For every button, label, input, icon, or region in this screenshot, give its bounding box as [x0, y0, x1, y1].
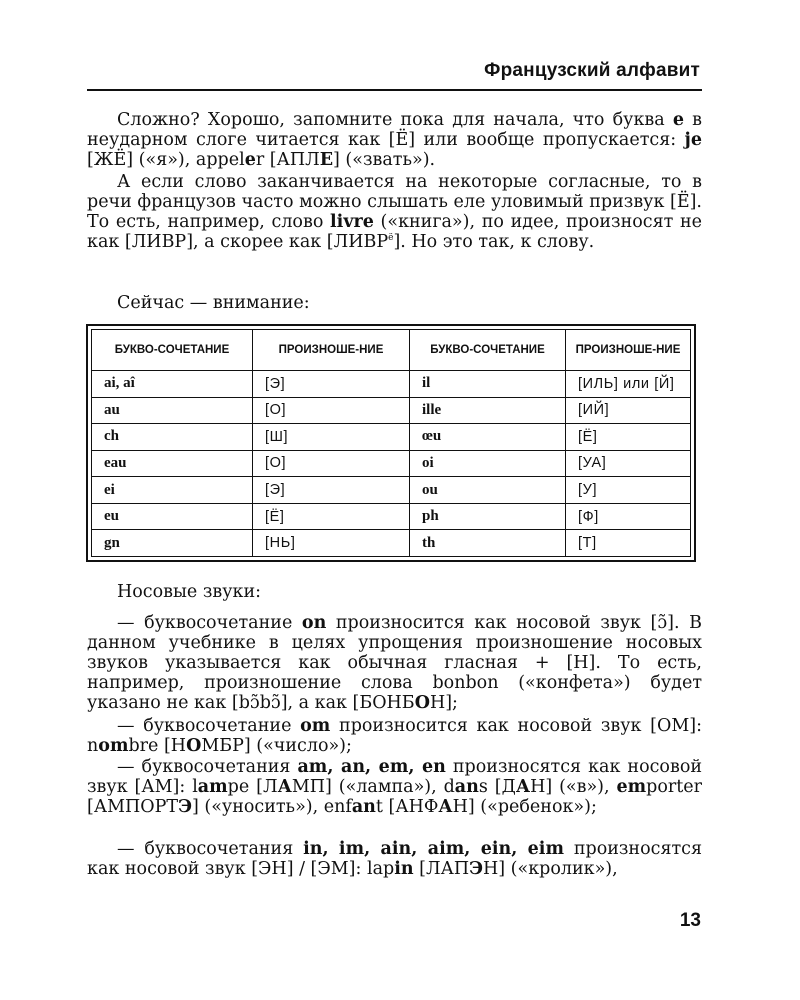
letter-combination-cell: ou [410, 477, 566, 504]
letter-combination-cell: ai, aî [92, 371, 253, 398]
paragraph-unstressed-e [87, 110, 702, 170]
bold-text: am [197, 777, 228, 797]
paragraph-nasal-heading [87, 582, 702, 602]
text-run: произносятся как носовой звук [ЭН] / [ЭМ]: lap [87, 839, 703, 879]
text-run: Носовые звуки: [117, 582, 262, 602]
paragraph-nasal-in [87, 839, 702, 879]
letter-combination-cell: ch [92, 424, 253, 451]
text-run: А если слово заканчивается на некоторые согласные, то в речи французов часто можно слышать еле уловимый призвук [Ё]. То есть, например, слово [87, 172, 702, 232]
text-run: ]. Но это так, к слову. [393, 232, 595, 252]
table-row [92, 477, 691, 504]
pronunciation-cell: [НЬ] [253, 530, 410, 557]
bold-text: e [244, 150, 256, 170]
pronunciation-cell: [Ф] [566, 503, 691, 530]
pronunciation-cell: [Ш] [253, 424, 410, 451]
bold-text: А [515, 777, 531, 797]
text-run: («книга»), по идее, произносят не как [ЛИВР], а скорее как [ЛИВР [87, 212, 702, 252]
text-run: ] («звать»). [333, 150, 436, 170]
letter-combination-cell: th [410, 530, 566, 557]
superscript-text: ё [388, 233, 394, 243]
pronunciation-cell: [Э] [253, 477, 410, 504]
text-run: произносятся как носовой звук [АМ]: l [87, 757, 703, 797]
header-rule [87, 89, 702, 91]
pronunciation-cell: [УА] [566, 450, 691, 477]
table-row [92, 450, 691, 477]
paragraph-final-consonants [87, 172, 702, 252]
table-header-row [92, 330, 691, 371]
text-run: Сейчас — внимание: [117, 293, 310, 313]
text-run: [ЛАП [413, 859, 470, 879]
bold-text: О [414, 693, 430, 713]
bold-text: je [684, 130, 702, 150]
bold-text: e [672, 110, 684, 130]
text-run: — буквосочетания [117, 839, 304, 859]
table-header-cell: ПРОИЗНОШЕ-НИЕ [253, 330, 410, 371]
table-header-cell: ПРОИЗНОШЕ-НИЕ [566, 330, 691, 371]
bold-text: А [277, 777, 292, 797]
pronunciation-cell: [О] [253, 450, 410, 477]
text-run: — буквосочетания [117, 757, 298, 777]
text-run: МП] («лампа»), d [291, 777, 455, 797]
pronunciation-cell: [Э] [253, 371, 410, 398]
text-run: r [АПЛ [255, 150, 320, 170]
letter-combination-cell: oi [410, 450, 566, 477]
text-run: pe [Л [227, 777, 278, 797]
letter-combination-cell: ille [410, 397, 566, 424]
pronunciation-cell: [Ё] [566, 424, 691, 451]
pronunciation-cell: [Ё] [253, 503, 410, 530]
table-row [92, 371, 691, 398]
pronunciation-cell: [О] [253, 397, 410, 424]
page-number: 13 [679, 910, 701, 931]
bold-text: on [301, 613, 327, 633]
bold-text: em [616, 777, 647, 797]
letter-combination-cell: œu [410, 424, 566, 451]
bold-text: an [454, 777, 479, 797]
text-run: Н] («кролик»), [483, 859, 618, 879]
pronunciation-cell: [Т] [566, 530, 691, 557]
table-row [92, 530, 691, 557]
bold-text: in, im, ain, aim, ein, eim [303, 839, 564, 859]
table-header-cell: БУКВО-СОЧЕТАНИЕ [92, 330, 253, 371]
letter-combination-cell: eau [92, 450, 253, 477]
text-run: s [Д [478, 777, 516, 797]
table-row [92, 503, 691, 530]
letter-combination-cell: ei [92, 477, 253, 504]
text-run: Н] («ребенок»); [452, 797, 597, 817]
pronunciation-cell: [У] [566, 477, 691, 504]
text-run: Н]; [429, 693, 458, 713]
bold-text: om [98, 736, 129, 756]
paragraph-nasal-on [87, 613, 702, 713]
letter-combination-cell: il [410, 371, 566, 398]
bold-text: Э [178, 797, 192, 817]
pronunciation-cell: [ИЙ] [566, 397, 691, 424]
bold-text: А [438, 797, 453, 817]
bold-text: livre [330, 212, 374, 232]
letter-combination-cell: au [92, 397, 253, 424]
paragraph-nasal-am [87, 757, 702, 817]
letter-combination-cell: eu [92, 503, 253, 530]
letter-combination-cell: ph [410, 503, 566, 530]
text-run: Н] («в»), [530, 777, 617, 797]
text-run: — буквосочетание [117, 716, 301, 736]
text-run: произносится как носовой звук [ОМ]: n [87, 716, 702, 756]
bold-text: О [186, 736, 202, 756]
text-run: ] («уносить»), enf [191, 797, 352, 817]
paragraph-nasal-om [87, 716, 702, 756]
bold-text: Э [469, 859, 484, 879]
text-run: Сложно? Хорошо, запомните пока для начала, что буква [117, 110, 673, 130]
letter-combinations-table [91, 329, 691, 557]
table-row [92, 397, 691, 424]
text-run: bre [Н [128, 736, 187, 756]
pronunciation-cell: [ИЛЬ] или [Й] [566, 371, 691, 398]
text-run: в неударном слоге читается как [Ё] или вообще пропускается: [87, 110, 702, 150]
table-row [92, 424, 691, 451]
letter-combination-cell: gn [92, 530, 253, 557]
text-run: произносится как носовой звук [ɔ̃]. В данном учебнике в целях упрощения произношение носовых звуков указывается как обычная гласная + [Н]. То есть, например, произношение слова bonbon («конфета») будет указано не как [bɔ̃bɔ̃], а как [БОНБ [87, 613, 702, 713]
text-run: porter [АМПОРТ [87, 777, 703, 817]
text-run: t [АНФ [375, 797, 439, 817]
letter-combinations-table-frame [86, 324, 696, 562]
text-run: — буквосочетание [117, 613, 302, 633]
bold-text: am, an, em, en [297, 757, 446, 777]
paragraph-attention [87, 293, 702, 313]
text-run: МБР] («число»); [201, 736, 352, 756]
bold-text: an [351, 797, 376, 817]
bold-text: om [300, 716, 331, 736]
bold-text: Е [319, 150, 334, 170]
bold-text: in [394, 859, 414, 879]
running-header-title: Французский алфавит [484, 60, 700, 81]
table-header-cell: БУКВО-СОЧЕТАНИЕ [410, 330, 566, 371]
text-run: [ЖЁ] («я»), appel [87, 150, 245, 170]
